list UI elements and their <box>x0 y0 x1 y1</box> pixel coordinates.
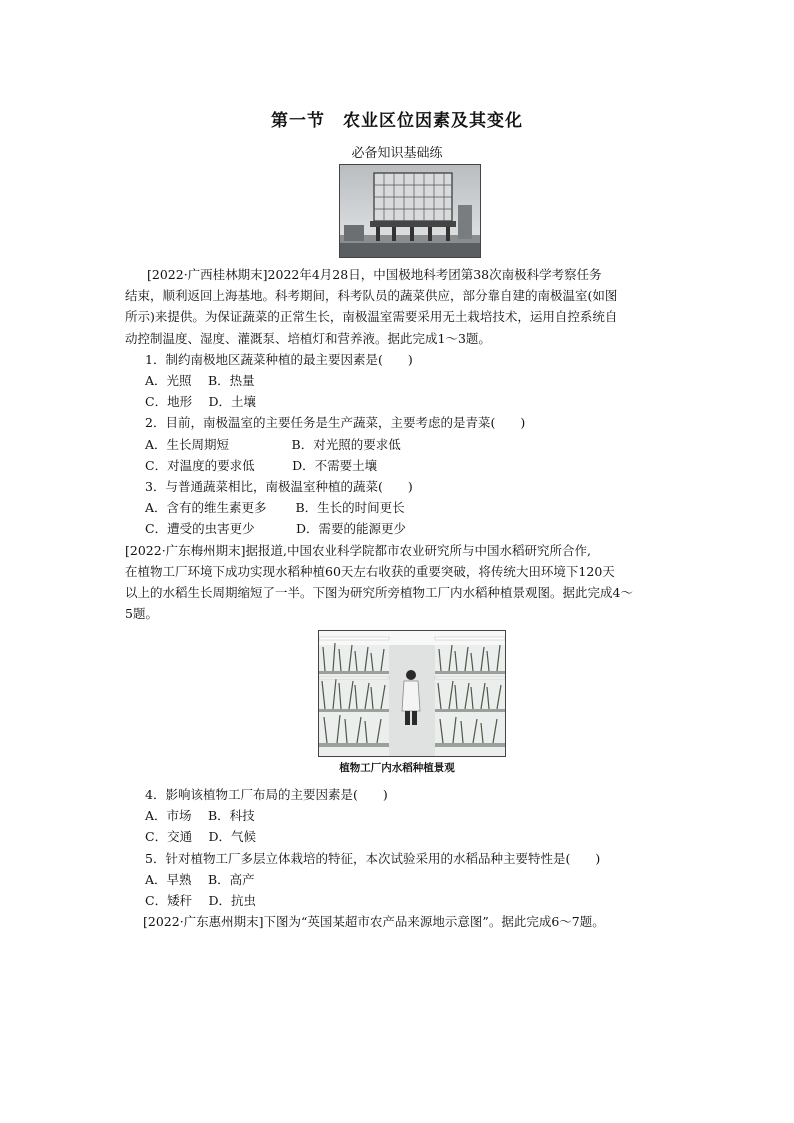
passage-1-line-4: 动控制温度、湿度、灌溉泵、培植灯和营养液。据此完成1～3题。 <box>125 330 491 346</box>
passage-2-line-1: [2022·广东梅州期末]据报道,中国农业科学院都市农业研究所与中国水稻研究所合作, <box>125 542 591 558</box>
question-5-options-c-d: C．矮秆 D．抗虫 <box>145 893 257 909</box>
question-2-options-a-b: A．生长周期短 B．对光照的要求低 <box>145 436 401 452</box>
question-1-options-a-b: A．光照 B．热量 <box>145 373 255 389</box>
question-4-options-a-b: A．市场 B．科技 <box>145 808 255 824</box>
passage-2-line-2: 在植物工厂环境下成功实现水稻种植60天左右收获的重要突破，将传统大田环境下120天 <box>125 563 615 579</box>
passage-3: [2022·广东惠州期末]下图为“英国某超市农产品来源地示意图”。据此完成6～7题。 <box>143 914 605 930</box>
passage-1-line-1: [2022·广西桂林期末]2022年4月28日，中国极地科考团第38次南极科学考察任务 <box>147 267 602 282</box>
question-4-options-c-d: C．交通 D．气候 <box>145 829 257 845</box>
passage-1-line-3: 所示)来提供。为保证蔬菜的正常生长，南极温室需要采用无土栽培技术，运用自控系统自 <box>125 309 618 325</box>
question-1: 1．制约南极地区蔬菜种植的最主要因素是( ) <box>145 351 413 367</box>
figure-caption: 植物工厂内水稻种植景观 <box>339 762 455 774</box>
passage-2-line-3: 以上的水稻生长周期缩短了一半。下图为研究所旁植物工厂内水稻种植景观图。据此完成4～ <box>125 585 633 601</box>
question-5-options-a-b: A．早熟 B．高产 <box>145 871 255 887</box>
page-title: 第一节 农业区位因素及其变化 <box>271 111 523 131</box>
question-3-options-c-d: C．遭受的虫害更少 D．需要的能源更少 <box>145 521 407 537</box>
question-5: 5．针对植物工厂多层立体栽培的特征，本次试验采用的水稻品种主要特性是( ) <box>145 850 601 866</box>
question-2: 2．目前，南极温室的主要任务是生产蔬菜，主要考虑的是青菜( ) <box>145 415 526 431</box>
question-2-options-c-d: C．对温度的要求低 D．不需要土壤 <box>145 457 378 473</box>
question-4: 4．影响该植物工厂布局的主要因素是( ) <box>145 787 388 802</box>
passage-1-line-2: 结束，顺利返回上海基地。科考期间，科考队员的蔬菜供应，部分靠自建的南极温室(如图 <box>125 288 618 304</box>
question-3: 3．与普通蔬菜相比，南极温室种植的蔬菜( ) <box>145 479 413 495</box>
question-3-options-a-b: A．含有的维生素更多 B．生长的时间更长 <box>145 500 405 516</box>
questions-4-5 <box>145 784 680 932</box>
plant-factory-rice-photo <box>318 630 506 757</box>
section-subtitle: 必备知识基础练 <box>351 146 443 161</box>
passage-1 <box>125 264 680 624</box>
passage-2-line-4: 5题。 <box>125 606 158 622</box>
question-1-options-c-d: C．地形 D．土壤 <box>145 394 257 410</box>
antarctic-greenhouse-photo <box>339 164 481 258</box>
plant-factory-illustration <box>319 631 505 756</box>
greenhouse-illustration <box>340 165 480 257</box>
